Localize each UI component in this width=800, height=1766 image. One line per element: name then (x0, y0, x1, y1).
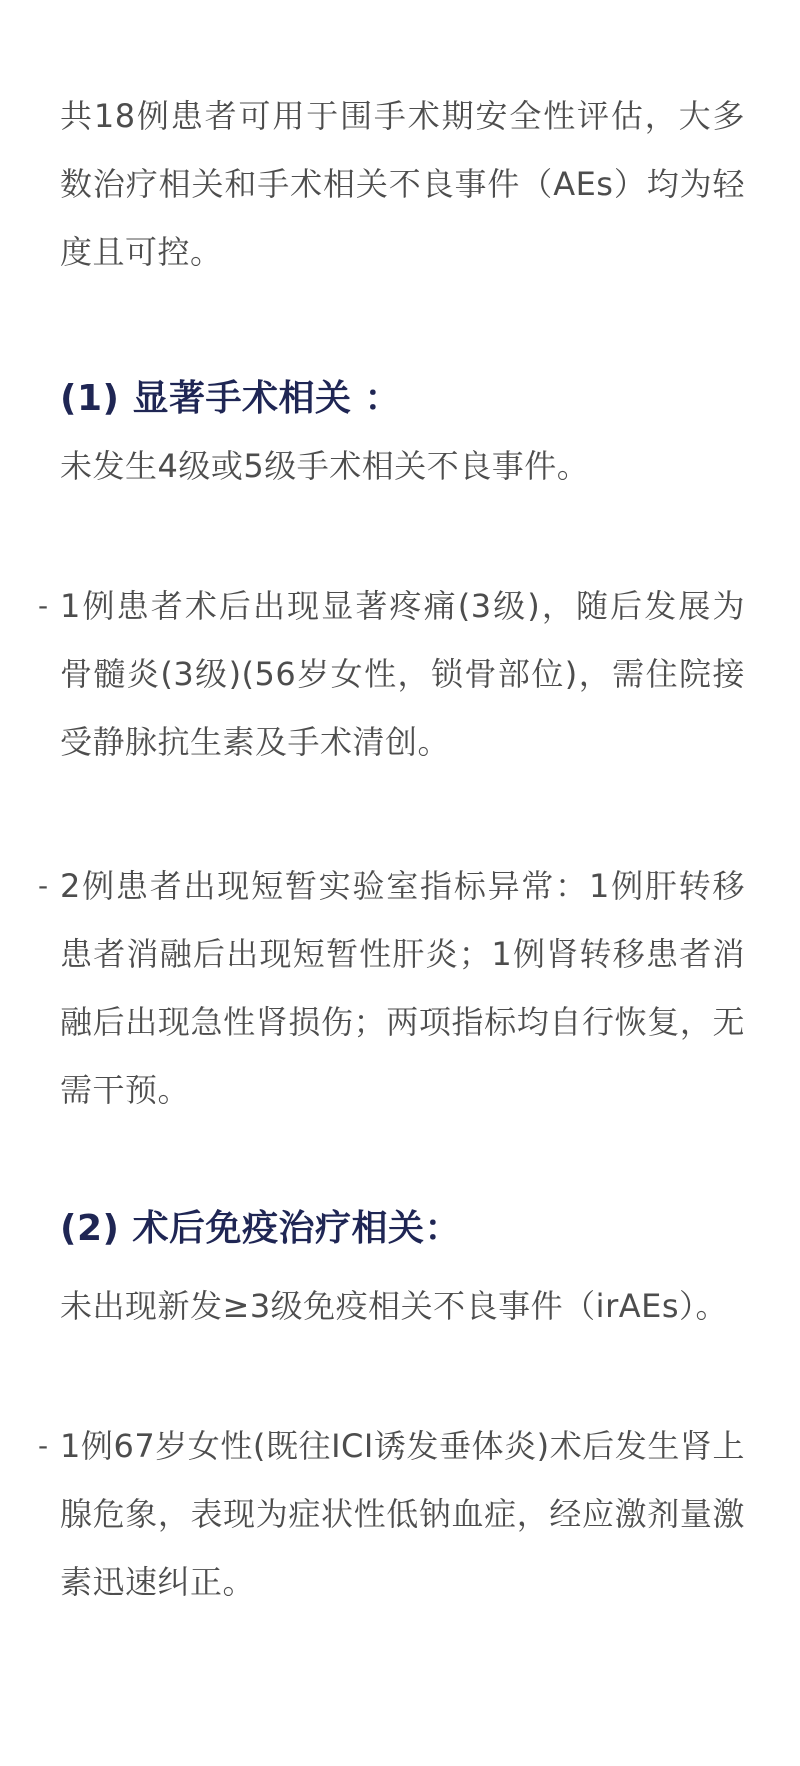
bullet-item (38, 572, 745, 776)
section-2-summary: 未出现新发≥3级免疫相关不良事件（irAEs）。 (60, 1287, 729, 1325)
bullet-dash: - (38, 1429, 49, 1462)
bullet-text: 2例患者出现短暂实验室指标异常：1例肝转移患者消融后出现短暂性肝炎；1例肾转移患者消融后出现急性肾损伤；两项指标均自行恢复，无需干预。 (60, 867, 745, 1109)
bullet-item (38, 852, 745, 1124)
bullet-item (38, 1412, 745, 1616)
bullet-text: 1例患者术后出现显著疼痛(3级)，随后发展为骨髓炎(3级)(56岁女性，锁骨部位)，需住院接受静脉抗生素及手术清创。 (60, 587, 745, 761)
section-1-heading: (1) 显著手术相关 ： (60, 378, 402, 419)
bullet-dash: - (38, 589, 49, 622)
section-2-heading: (2) 术后免疫治疗相关： (60, 1208, 461, 1249)
bullet-dash: - (38, 869, 49, 902)
intro-paragraph: 共18例患者可用于围手术期安全性评估，大多数治疗相关和手术相关不良事件（AEs）均为轻度且可控。 (60, 97, 745, 271)
section-1-summary: 未发生4级或5级手术相关不良事件。 (60, 447, 590, 485)
bullet-text: 1例67岁女性(既往ICI诱发垂体炎)术后发生肾上腺危象，表现为症状性低钠血症，经应激剂量激素迅速纠正。 (60, 1427, 745, 1601)
